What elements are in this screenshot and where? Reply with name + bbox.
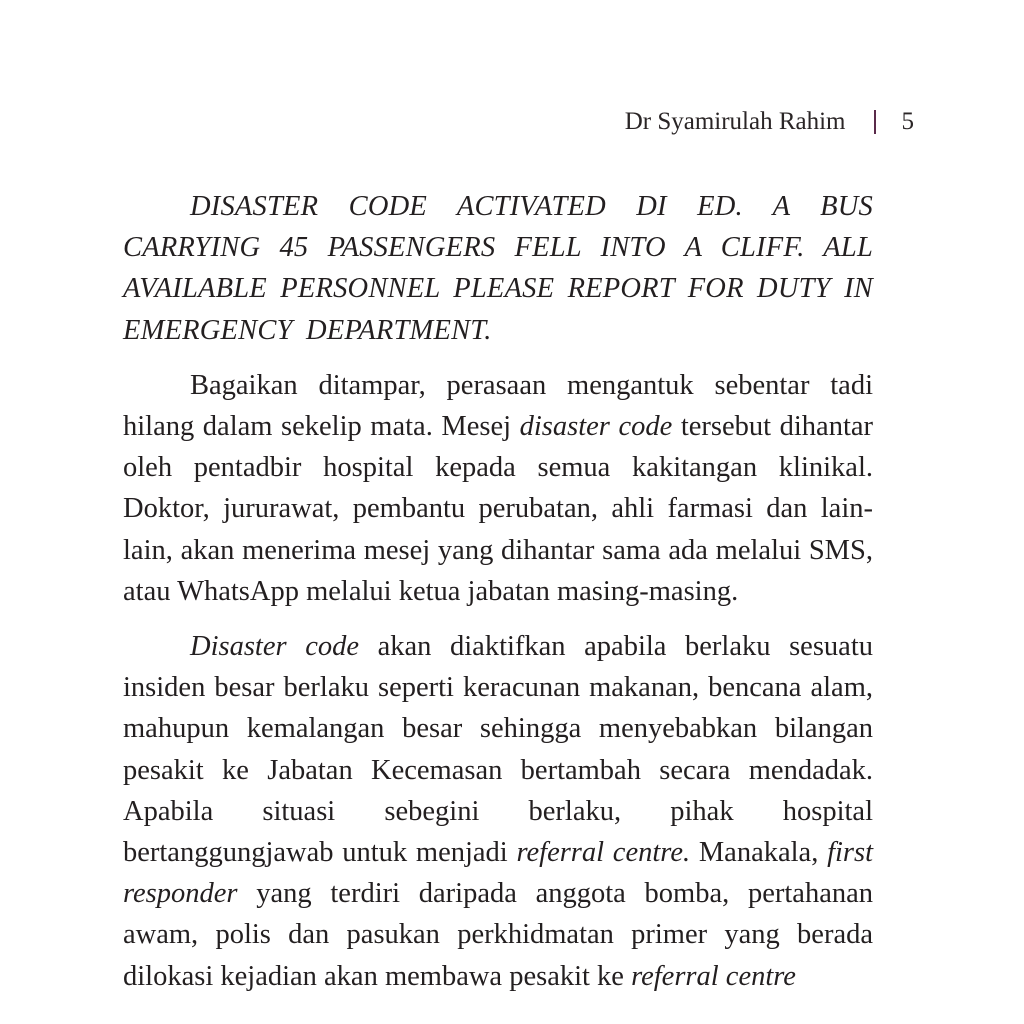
text-segment: Bagaikan ditampar, perasaan mengantuk sebentar tadi hilang dalam sekelip mata. Mesej: [123, 369, 873, 443]
text-segment: akan diaktifkan apabila berlaku sesuatu insiden besar berlaku seperti keracunan makanan, bencana alam, mahupun kemalangan besar sehingga menyebabkan bilangan pesakit ke Jabatan Kecemasan bertambah secara mendadak. Apabila situasi sebegini berlaku, pihak hospital bertanggungjawab untuk menjadi: [123, 631, 873, 869]
paragraph-1: [123, 365, 873, 612]
emphasis-text: Disaster code: [190, 631, 359, 663]
page-number: 5: [901, 108, 914, 135]
paragraph-2: [123, 626, 873, 997]
disaster-alert-message: DISASTER CODE ACTIVATED DI ED. A BUS CARRYING 45 PASSENGERS FELL INTO A CLIFF. ALL AVAILABLE PERSONNEL PLEASE REPORT FOR DUTY IN EMERGENCY DEPARTMENT.: [123, 191, 873, 346]
author-name: Dr Syamirulah Rahim: [624, 108, 846, 135]
emphasis-text: first responder: [123, 837, 873, 910]
body-text: [123, 186, 873, 1011]
text-segment: yang terdiri daripada anggota bomba, pertahanan awam, polis dan pasukan perkhidmatan primer yang berada dilokasi kejadian akan membawa pesakit ke: [123, 878, 873, 992]
header-separator: [874, 110, 876, 134]
emphasis-text: referral centre.: [516, 837, 691, 869]
running-head: [625, 104, 914, 140]
text-segment: Manakala,: [690, 837, 828, 869]
emphasis-text: referral centre: [631, 960, 796, 992]
text-segment: tersebut dihantar oleh pentadbir hospital kepada semua kakitangan klinikal. Doktor, jururawat, pembantu perubatan, ahli farmasi dan lain-lain, akan menerima mesej yang dihantar sama ada melalui SMS, atau WhatsApp melalui ketua jabatan masing-masing.: [123, 411, 874, 607]
emphasis-text: disaster code: [519, 411, 673, 443]
